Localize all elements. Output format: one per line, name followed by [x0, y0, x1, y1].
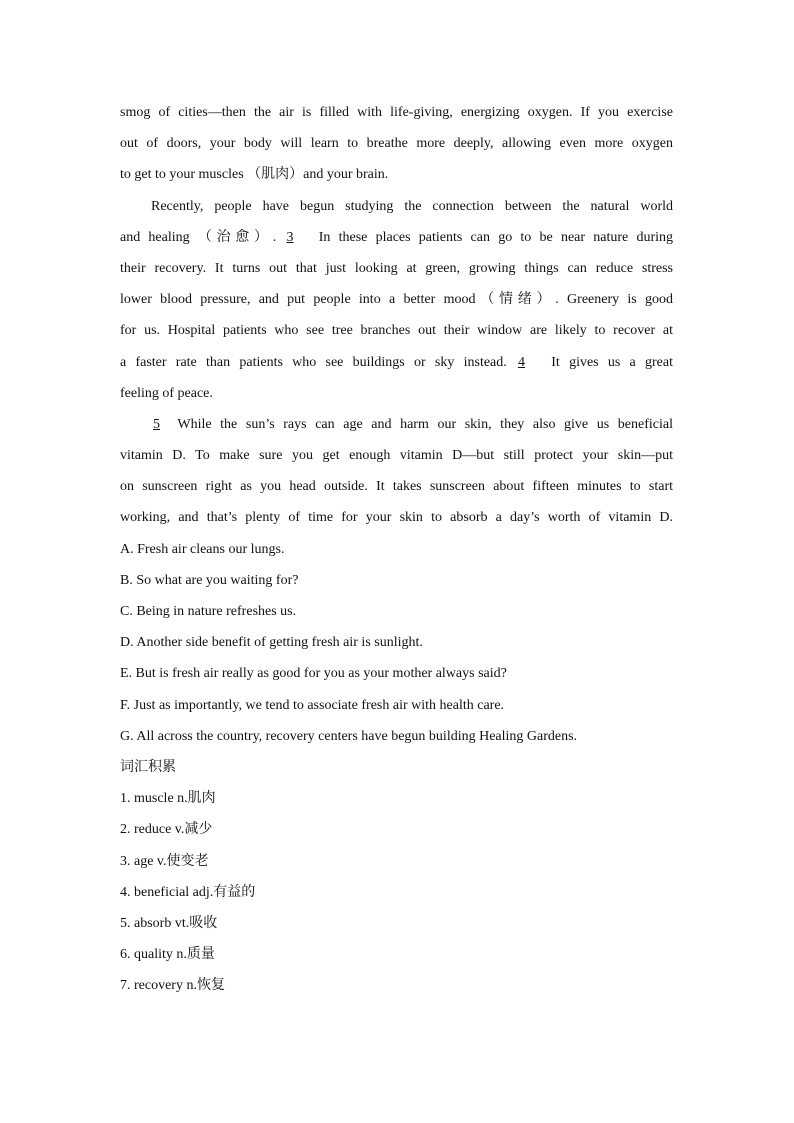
paragraph-1	[120, 97, 673, 191]
vocab-item	[120, 939, 673, 970]
text-segment: In these places patients can go to be near nature during	[318, 229, 674, 245]
text-line	[120, 347, 673, 378]
text-segment: and healing （治愈）.	[120, 229, 277, 245]
paragraph-3	[120, 409, 673, 534]
blank-5: 5	[153, 416, 160, 432]
vocab-item	[120, 908, 673, 939]
vocab-cn: 使变老	[166, 852, 209, 869]
text-line: Recently, people have begun studying the connection between the natural world	[151, 198, 673, 214]
option-a: A. Fresh air cleans our lungs.	[120, 541, 285, 557]
text-line: feeling of peace.	[120, 385, 213, 401]
blank-3: 3	[286, 229, 294, 245]
vocab-en: 2. reduce v.	[120, 822, 185, 838]
option-f: F. Just as importantly, we tend to associate fresh air with health care.	[120, 697, 505, 713]
text-line: out of doors, your body will learn to breathe more deeply, allowing even more oxygen	[120, 136, 673, 152]
vocab-cn: 减少	[184, 821, 213, 838]
text-line: lower blood pressure, and put people into a better mood（情绪）. Greenery is good	[120, 292, 673, 308]
vocab-item	[120, 814, 673, 845]
vocab-title: 词汇积累	[120, 758, 176, 775]
text-line: vitamin D. To make sure you get enough vitamin D—but still protect your skin—put	[120, 448, 673, 464]
paragraph-2	[120, 191, 673, 409]
vocab-en: 3. age v.	[120, 853, 167, 869]
vocab-en: 6. quality n.	[120, 947, 187, 963]
option-g: G. All across the country, recovery centers have begun building Healing Gardens.	[120, 728, 578, 744]
vocab-en: 1. muscle n.	[120, 791, 188, 807]
text-line: for us. Hospital patients who see tree branches out their window are likely to recover at	[120, 323, 673, 339]
vocab-item	[120, 970, 673, 1001]
option-d: D. Another side benefit of getting fresh air is sunlight.	[120, 635, 423, 651]
vocab-cn: 肌肉	[187, 790, 216, 807]
vocab-item	[120, 846, 673, 877]
vocab-en: 7. recovery n.	[120, 978, 197, 994]
vocab-cn: 吸收	[189, 914, 218, 931]
option-e: E. But is fresh air really as good for you as your mother always said?	[120, 666, 507, 682]
text-segment: a faster rate than patients who see buildings or sky instead.	[120, 354, 507, 370]
document-page	[120, 97, 673, 1001]
blank-4: 4	[518, 354, 526, 370]
text-line: their recovery. It turns out that just looking at green, growing things can reduce stress	[120, 260, 673, 276]
option-c: C. Being in nature refreshes us.	[120, 604, 297, 619]
text-segment: While the sun’s rays can age and harm our skin, they also give us beneficial	[177, 416, 673, 432]
option-b: B. So what are you waiting for?	[120, 572, 299, 588]
text-line	[120, 222, 673, 253]
vocab-en: 4. beneficial adj.	[120, 884, 214, 900]
vocab-item	[120, 783, 673, 814]
options-list	[120, 534, 673, 752]
text-line: smog of cities—then the air is filled with life-giving, energizing oxygen. If you exercise	[120, 105, 673, 120]
text-line	[120, 409, 673, 440]
text-line: on sunscreen right as you head outside. It takes sunscreen about fifteen minutes to start	[120, 479, 673, 495]
text-line: working, and that’s plenty of time for your skin to absorb a day’s worth of vitamin D.	[120, 510, 673, 526]
vocab-section	[120, 752, 673, 1002]
vocab-cn: 恢复	[196, 977, 225, 994]
vocab-cn: 有益的	[213, 883, 256, 900]
vocab-item	[120, 877, 673, 908]
vocab-en: 5. absorb vt.	[120, 915, 190, 931]
text-line: to get to your muscles （肌肉）and your brain.	[120, 167, 389, 183]
vocab-cn: 质量	[186, 946, 215, 963]
text-segment: It gives us a great	[551, 354, 673, 370]
